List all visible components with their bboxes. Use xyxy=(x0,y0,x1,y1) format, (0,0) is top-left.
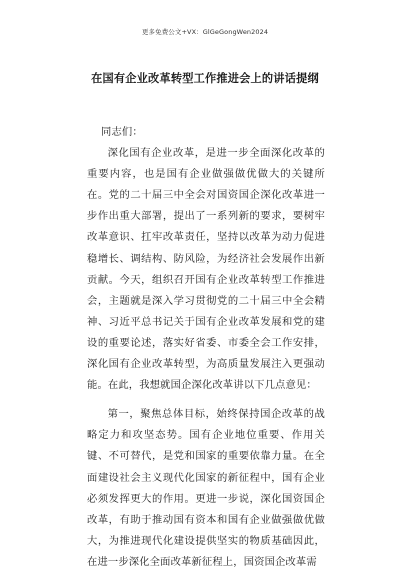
paragraph-intro: 深化国有企业改革，是进一步全面深化改革的重要内容，也是国有企业做强做优做大的关键所在。党的二十届三中全会对国资国企深化改革进一步作出重大部署，提出了一系列新的要求，要树牢改革意识、扛牢改革责任，坚持以改革为动力促进稳增长、调结构、防风险，为经济社会发展作出新贡献。今天，组织召开国有企业改革转型工作推进会，主题就是深入学习贯彻党的二十届三中全会精神、习近平总书记关于国有企业改革发展和党的建设的重要论述，落实好省委、市委全会工作安排，深化国有企业改革转型，为高质量发展注入更强动能。在此，我想就国企深化改革讲以下几点意见： xyxy=(87,147,325,392)
paragraph-point-one: 第一，聚焦总体目标，始终保持国企改革的战略定力和攻坚态势。国有企业地位重要、作用关键、不可替代，是党和国家的重要依靠力量。在全面建设社会主义现代化国家的新征程中，国有企业必须发挥更大的作用。更进一步说，深化国资国企改革，有助于推动国有资本和国有企业做强做优做大，为推进现代化建设提供坚实的物质基础因此，在进一步深化全面改革新征程上，国资国企改革需 xyxy=(87,408,325,568)
header-note: 更多免费公文+VX：GlGeGongWen2024 xyxy=(141,28,269,36)
document-title: 在国有企业改革转型工作推进会上的讲话提纲 xyxy=(91,72,319,85)
salutation: 同志们： xyxy=(101,126,143,138)
document-body xyxy=(87,122,325,573)
